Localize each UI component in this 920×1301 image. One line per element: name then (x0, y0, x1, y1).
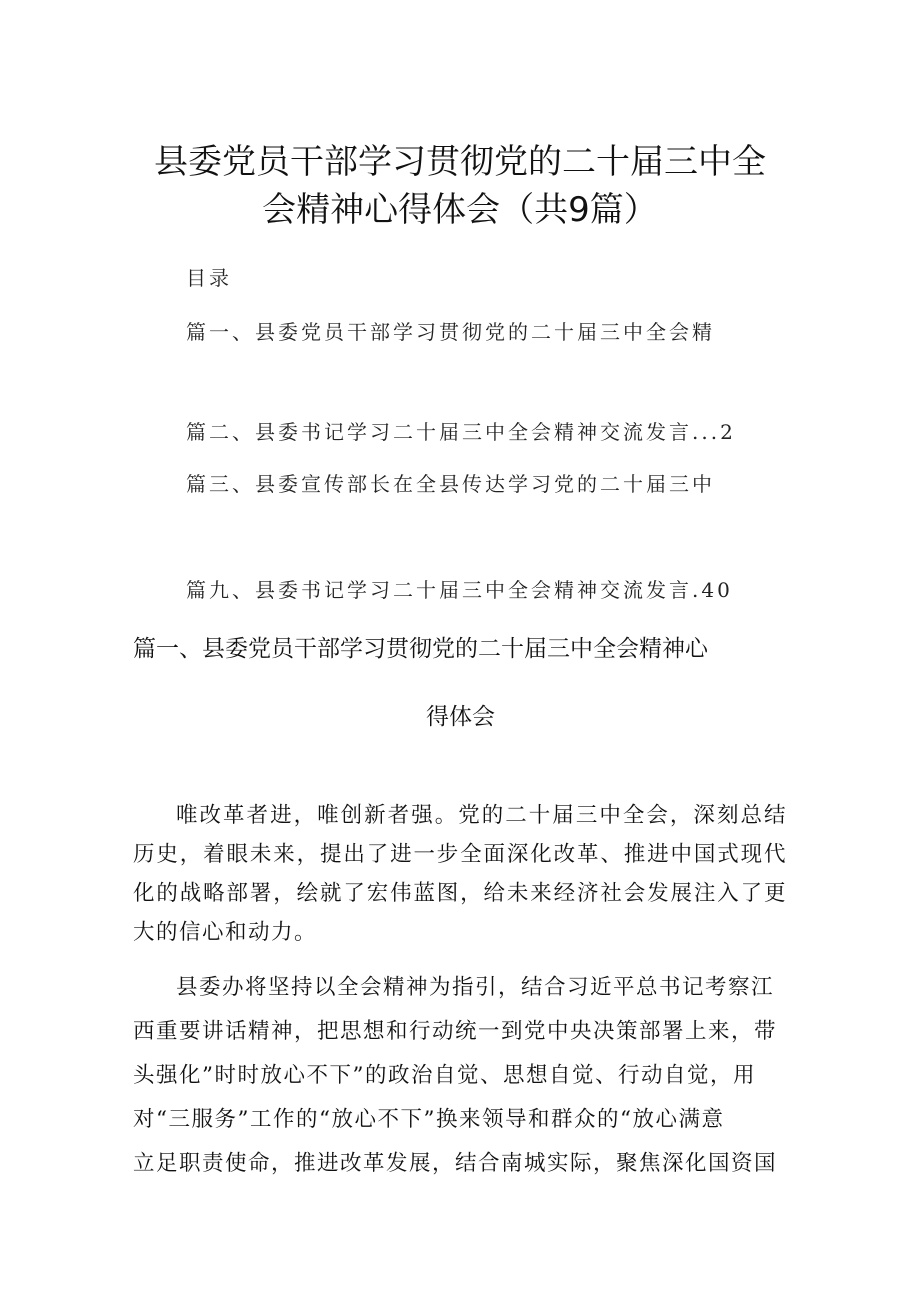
toc-item-2[interactable]: 篇二、县委书记学习二十届三中全会精神交流发言...2 (186, 420, 736, 444)
document-title-line-1: 县委党员干部学习贯彻党的二十届三中全 (154, 142, 766, 182)
toc-item-4[interactable]: 篇九、县委书记学习二十届三中全会精神交流发言.40 (186, 578, 733, 602)
section-title-line-1: 篇一、县委党员干部学习贯彻党的二十届三中全会精神心 (133, 636, 708, 662)
body-paragraph-2-line-4: 对“三服务”工作的“放心不下”换来领导和群众的“放心满意 (133, 1107, 725, 1132)
toc-heading: 目录 (186, 266, 232, 290)
toc-item-3[interactable]: 篇三、县委宣传部长在全县传达学习党的二十届三中 (186, 472, 715, 496)
body-paragraph-2-line-2: 西重要讲话精神，把思想和行动统一到党中央决策部署上来，带 (133, 1019, 778, 1044)
body-paragraph-1: 唯改革者进，唯创新者强。党的二十届三中全会，深刻总结历史，着眼未来，提出了进一步全面深化改革、推进中国式现代化的战略部署，绘就了宏伟蓝图，给未来经济社会发展注入了更大的信心和动力。 (133, 803, 787, 945)
body-paragraph-2-line-3: 头强化”时时放心不下”的政治自觉、思想自觉、行动自觉，用 (133, 1063, 756, 1088)
section-title-line-2: 得体会 (426, 704, 495, 730)
toc-item-1[interactable]: 篇一、县委党员干部学习贯彻党的二十届三中全会精 (186, 320, 715, 344)
body-paragraph-2-line-5: 立足职责使命，推进改革发展，结合南城实际，聚焦深化国资国 (133, 1151, 778, 1176)
body-paragraph-2-line-1: 县委办将坚持以全会精神为指引，结合习近平总书记考察江 (176, 975, 775, 1000)
document-title-line-2: 会精神心得体会（共9篇） (262, 190, 658, 230)
